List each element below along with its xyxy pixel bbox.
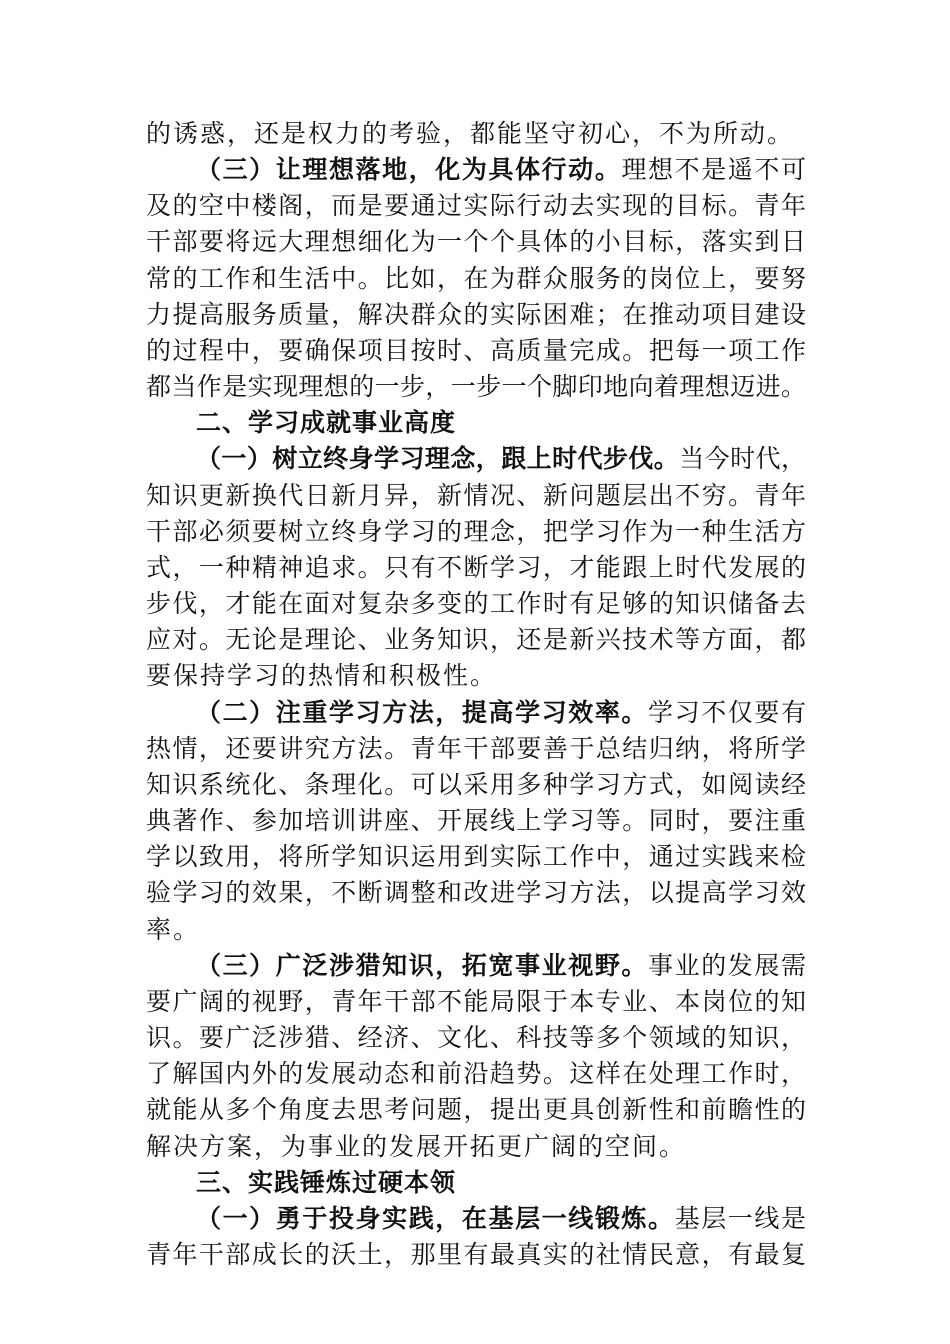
paragraph-text: 当今时代， xyxy=(679,444,806,473)
paragraph-first-line xyxy=(196,1201,806,1237)
section-heading: 三、实践锤炼过硬本领 xyxy=(196,1168,457,1197)
paragraph-line: 要保持学习的热情和积极性。 xyxy=(146,661,498,690)
paragraph-line: 了解国内外的发展动态和前沿趋势。这样在处理工作时， xyxy=(146,1059,806,1088)
paragraph-line: 知识更新换代日新月异，新情况、新问题层出不穷。青年 xyxy=(146,481,806,510)
paragraph-text: 学习不仅要有 xyxy=(648,698,806,727)
paragraph-line: 解决方案，为事业的发展开拓更广阔的空间。 xyxy=(146,1132,687,1161)
paragraph-line: 青年干部成长的沃土，那里有最真实的社情民意，有最复 xyxy=(146,1240,806,1269)
paragraph-lead: （二）注重学习方法，提高学习效率。 xyxy=(196,698,649,727)
paragraph-lead: （三）广泛涉猎知识，拓宽事业视野。 xyxy=(196,951,649,980)
paragraph-line: 验学习的效果，不断调整和改进学习方法，以提高学习效 xyxy=(146,878,806,907)
paragraph-text: 基层一线是 xyxy=(674,1204,806,1233)
paragraph-line: 及的空中楼阁，而是要通过实际行动去实现的目标。青年 xyxy=(146,191,806,220)
paragraph-line: 率。 xyxy=(146,915,201,944)
paragraph-line: 的过程中，要确保项目按时、高质量完成。把每一项工作 xyxy=(146,336,806,365)
paragraph-line: 都当作是实现理想的一步，一步一个脚印地向着理想迈进。 xyxy=(146,372,806,401)
paragraph-line: 的诱惑，还是权力的考验，都能坚守初心，不为所动。 xyxy=(146,119,795,148)
paragraph-line: 学以致用，将所学知识运用到实际工作中，通过实践来检 xyxy=(146,842,806,871)
paragraph-line: 力提高服务质量，解决群众的实际困难；在推动项目建设 xyxy=(146,300,806,329)
paragraph-line: 式，一种精神追求。只有不断学习，才能跟上时代发展的 xyxy=(146,553,806,582)
paragraph-line: 典著作、参加培训讲座、开展线上学习等。同时，要注重 xyxy=(146,806,806,835)
paragraph-text: 事业的发展需 xyxy=(648,951,806,980)
paragraph-line: 知识系统化、条理化。可以采用多种学习方式，如阅读经 xyxy=(146,770,806,799)
paragraph-text: 理想不是遥不可 xyxy=(621,155,806,184)
paragraph-lead: （三）让理想落地，化为具体行动。 xyxy=(196,155,622,184)
paragraph-line: 识。要广泛涉猎、经济、文化、科技等多个领域的知识， xyxy=(146,1023,806,1052)
paragraph-line: 常的工作和生活中。比如，在为群众服务的岗位上，要努 xyxy=(146,264,806,293)
paragraph-line: 就能从多个角度去思考问题，提出更具创新性和前瞻性的 xyxy=(146,1095,806,1124)
paragraph-line: 干部要将远大理想细化为一个个具体的小目标，落实到日 xyxy=(146,227,806,256)
paragraph-lead: （一）勇于投身实践，在基层一线锻炼。 xyxy=(196,1204,675,1233)
paragraph-first-line xyxy=(196,695,806,731)
paragraph-lead: （一）树立终身学习理念，跟上时代步伐。 xyxy=(196,444,680,473)
paragraph-line: 干部必须要树立终身学习的理念，把学习作为一种生活方 xyxy=(146,517,806,546)
paragraph-first-line xyxy=(196,948,806,984)
paragraph-line: 应对。无论是理论、业务知识，还是新兴技术等方面，都 xyxy=(146,625,806,654)
paragraph-line: 步伐，才能在面对复杂多变的工作时有足够的知识储备去 xyxy=(146,589,806,618)
paragraph-first-line xyxy=(196,152,806,188)
paragraph-line: 要广阔的视野，青年干部不能局限于本专业、本岗位的知 xyxy=(146,987,806,1016)
paragraph-line: 热情，还要讲究方法。青年干部要善于总结归纳，将所学 xyxy=(146,734,806,763)
section-heading: 二、学习成就事业高度 xyxy=(196,408,457,437)
paragraph-first-line xyxy=(196,441,806,477)
